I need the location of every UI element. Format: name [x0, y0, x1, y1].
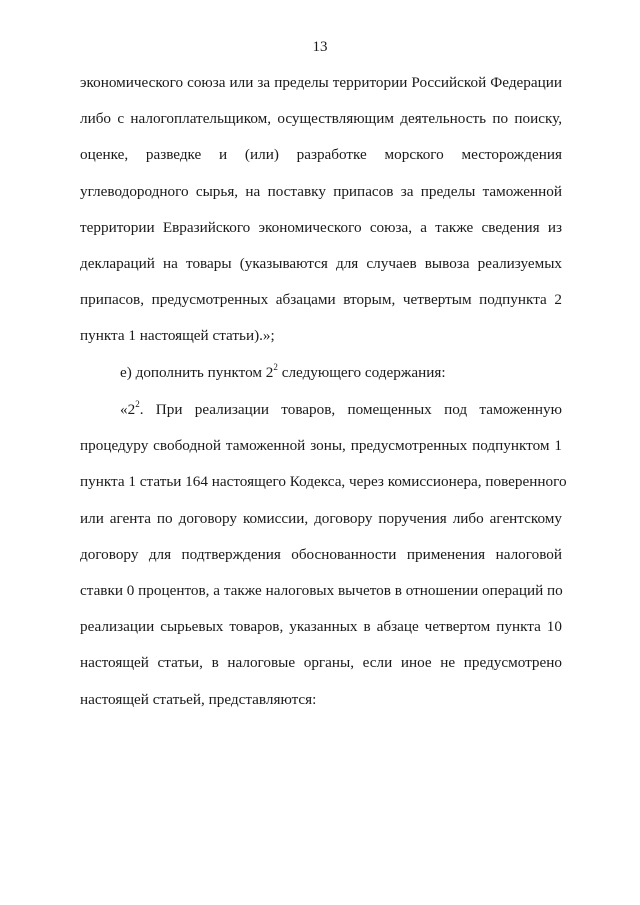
- text-line: или агента по договору комиссии, договору поручения либо агентскому: [80, 509, 562, 527]
- text-line: углеводородного сырья, на поставку припасов за пределы таможенной: [80, 182, 562, 200]
- text-line: процедуру свободной таможенной зоны, предусмотренных подпунктом 1: [80, 437, 562, 455]
- first-line-rest: . При реализации товаров, помещенных под таможенную: [139, 401, 562, 418]
- text-line: [80, 355, 562, 391]
- page-number: 13: [312, 39, 328, 55]
- amendment-superscript: 2: [273, 361, 278, 372]
- text-line: договору для подтверждения обоснованности применения налоговой: [80, 545, 562, 563]
- amendment-item: [80, 355, 562, 391]
- text-line: настоящей статьей, представляются:: [80, 690, 317, 708]
- text-line: припасов, предусмотренных абзацами вторым, четвертым подпункта 2: [80, 291, 562, 309]
- point-number: «2: [120, 401, 136, 418]
- text-line: пункта 1 статьи 164 настоящего Кодекса, через комиссионера, поверенного: [80, 473, 567, 491]
- text-line: территории Евразийского экономического союза, а также сведения из: [80, 218, 562, 236]
- text-line: экономического союза или за пределы территории Российской Федерации: [80, 74, 562, 91]
- amendment-prefix: е) дополнить пунктом 2: [120, 364, 274, 381]
- text-line: деклараций на товары (указываются для случаев вывоза реализуемых: [80, 255, 562, 273]
- text-line: ставки 0 процентов, а также налоговых вычетов в отношении операций по: [80, 582, 563, 600]
- text-line: реализации сырьевых товаров, указанных в абзаце четвертом пункта 10: [80, 618, 562, 636]
- new-point-paragraph: [80, 392, 567, 718]
- point-superscript: 2: [135, 398, 140, 409]
- text-line: либо с налогоплательщиком, осуществляющим деятельность по поиску,: [80, 110, 562, 128]
- text-line: пункта 1 настоящей статьи).»;: [80, 327, 275, 345]
- text-line: настоящей статьи, в налоговые органы, если иное не предусмотрено: [80, 654, 562, 672]
- text-line: [80, 392, 562, 428]
- amendment-suffix: следующего содержания:: [277, 364, 446, 381]
- paragraph-continuation: [80, 65, 562, 355]
- text-line: оценке, разведке и (или) разработке морского месторождения: [80, 146, 562, 164]
